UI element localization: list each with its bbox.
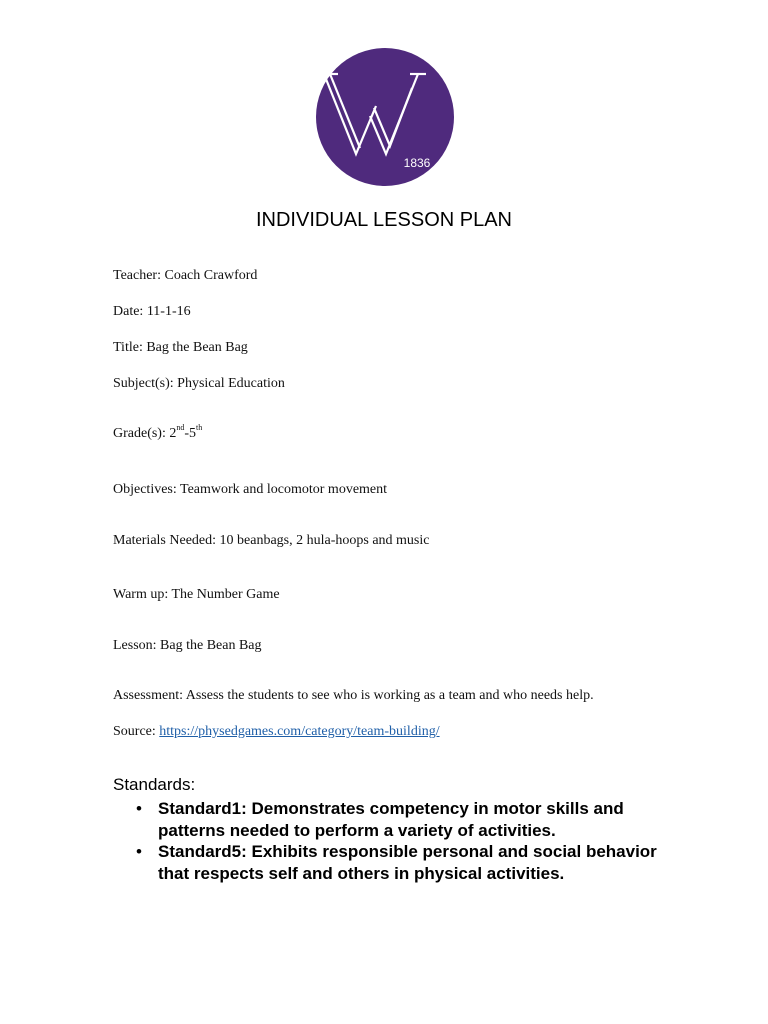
teacher-field: Teacher: Coach Crawford xyxy=(113,268,258,283)
materials-field: Materials Needed: 10 beanbags, 2 hula-hoops and music xyxy=(113,533,430,548)
bullet-icon: • xyxy=(136,842,142,861)
assessment-field: Assessment: Assess the students to see who is working as a team and who needs help. xyxy=(113,688,594,703)
title-field: Title: Bag the Bean Bag xyxy=(113,340,248,355)
date-field: Date: 11-1-16 xyxy=(113,304,191,319)
standard-text: Standard5: Exhibits responsible personal and social behavior that respects self and others in physical activities. xyxy=(158,842,657,883)
grades-field xyxy=(113,423,203,442)
standards-list xyxy=(136,798,658,884)
standards-heading: Standards: xyxy=(113,775,196,794)
standard-item xyxy=(136,841,658,884)
school-logo xyxy=(314,46,456,188)
logo-circle xyxy=(316,48,454,186)
grades-prefix: Grade(s): 2 xyxy=(113,426,177,441)
lesson-field: Lesson: Bag the Bean Bag xyxy=(113,638,262,653)
grades-sup-th: th xyxy=(196,423,203,433)
source-label: Source: xyxy=(113,724,160,739)
logo-year: 1836 xyxy=(403,156,431,170)
source-field xyxy=(113,724,440,740)
grades-mid: -5 xyxy=(184,426,197,441)
subjects-field: Subject(s): Physical Education xyxy=(113,376,285,391)
source-link[interactable]: https://physedgames.com/category/team-building/ xyxy=(159,724,440,739)
warmup-field: Warm up: The Number Game xyxy=(113,587,280,602)
document-title: INDIVIDUAL LESSON PLAN xyxy=(255,209,512,231)
grades-sup-nd: nd xyxy=(176,423,185,433)
standard-item xyxy=(136,798,658,841)
objectives-field: Objectives: Teamwork and locomotor movement xyxy=(113,482,388,497)
standard-text: Standard1: Demonstrates competency in motor skills and patterns needed to perform a variety of activities. xyxy=(158,799,624,840)
bullet-icon: • xyxy=(136,799,142,818)
